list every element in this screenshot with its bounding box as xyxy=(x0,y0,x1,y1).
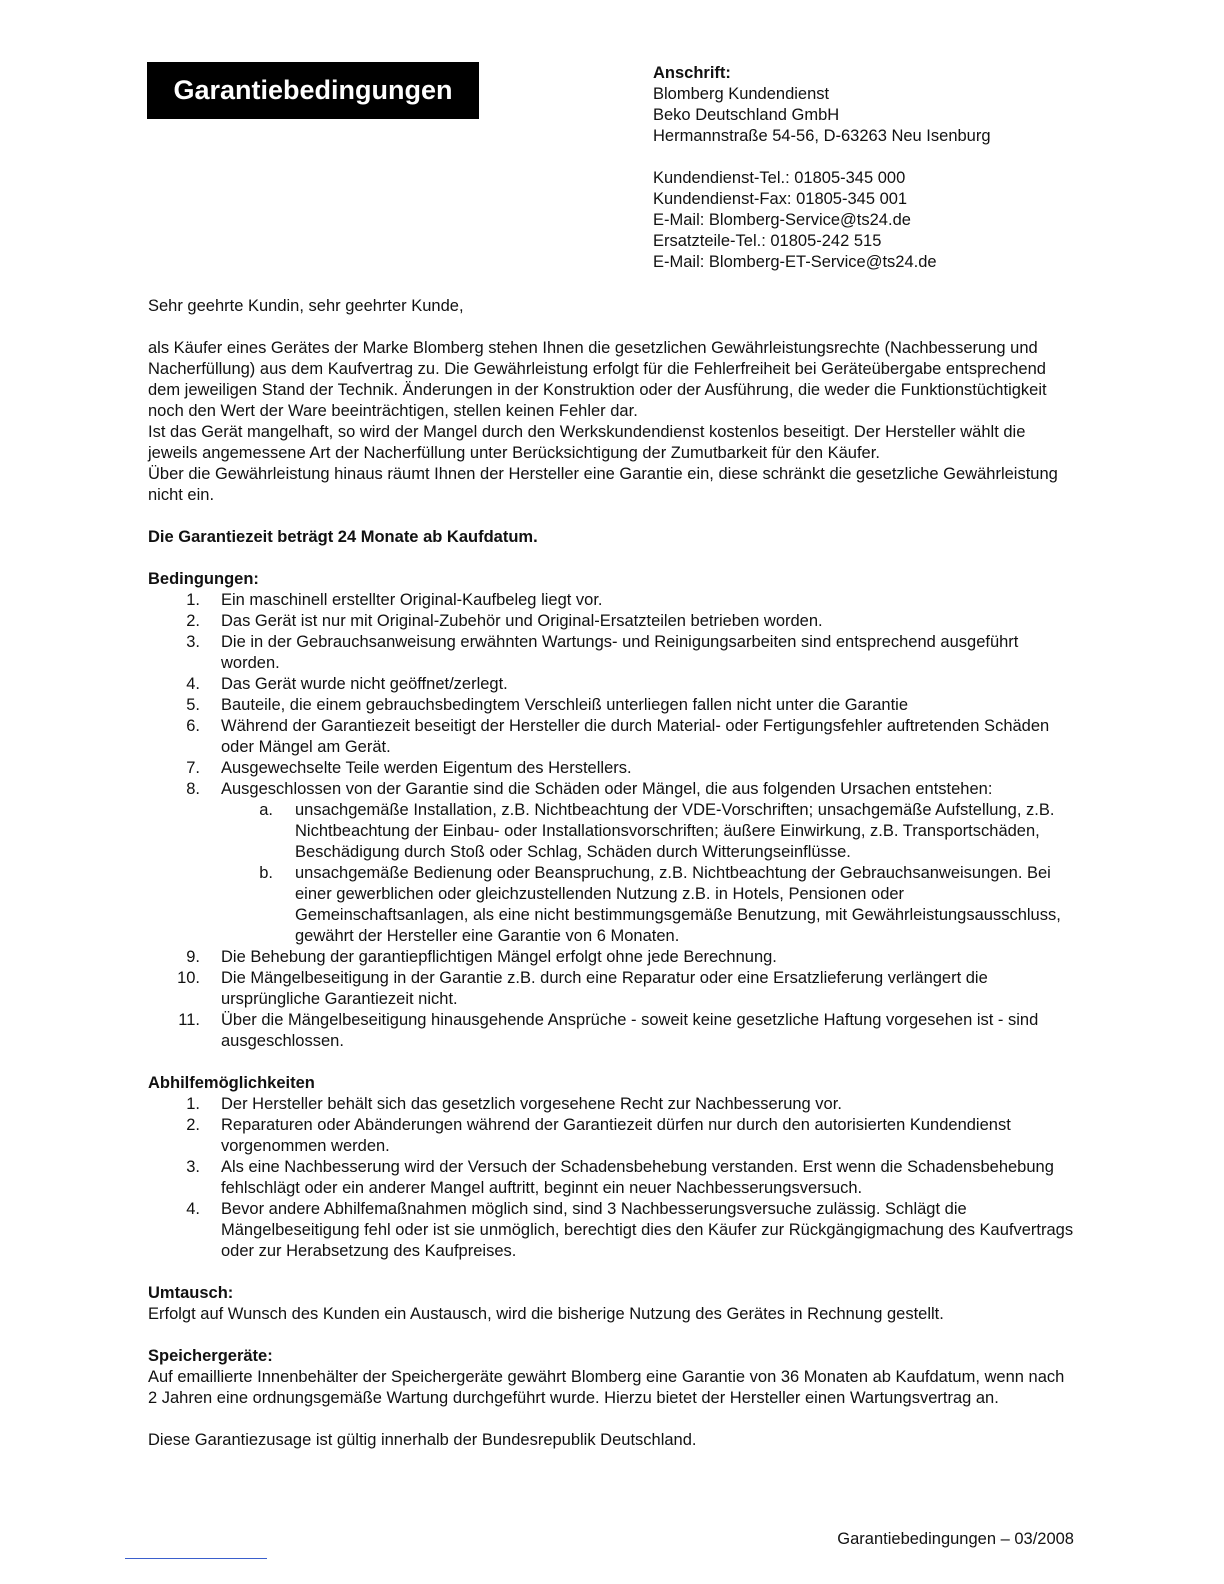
item-number: 2. xyxy=(186,612,200,630)
contact-list xyxy=(653,168,1173,273)
item-text: Die Behebung der garantiepflichtigen Mängel erfolgt ohne jede Berechnung. xyxy=(221,948,777,966)
storage-heading: Speichergeräte: xyxy=(148,1347,273,1365)
list-item xyxy=(148,1094,1078,1115)
list-item xyxy=(148,1115,1078,1157)
item-text: Die in der Gebrauchsanweisung erwähnten Wartungs- und Reinigungsarbeiten sind entsprechend ausgeführt worden. xyxy=(221,633,1019,672)
page-title: Garantiebedingungen xyxy=(147,62,479,119)
item-number: 1. xyxy=(186,591,200,609)
sub-item-text: unsachgemäße Bedienung oder Beanspruchung, z.B. Nichtbeachtung der Gebrauchsanweisungen. Bei einer gewerblichen oder gleichzustellenden Nutzung z.B. in Hotels, Pensionen oder Gemeinschaftsanlagen, als eine nicht bestimmungsgemäße Benutzung, mit Gewährleistungsausschluss, gewährt der Hersteller eine Garantie von 6 Monaten. xyxy=(295,864,1061,945)
exchange-section xyxy=(148,1283,1078,1325)
item-number: 3. xyxy=(186,1158,200,1176)
item-text: Bauteile, die einem gebrauchsbedingtem Verschleiß unterliegen fallen nicht unter die Garantie xyxy=(221,696,909,714)
sub-item-letter: b. xyxy=(259,864,273,882)
conditions-section xyxy=(148,569,1078,1052)
exchange-heading: Umtausch: xyxy=(148,1284,234,1302)
item-text: Das Gerät wurde nicht geöffnet/zerlegt. xyxy=(221,675,508,693)
item-text: Reparaturen oder Abänderungen während der Garantiezeit dürfen nur durch den autorisierten Kundendienst vorgenommen werden. xyxy=(221,1116,1011,1155)
intro-section xyxy=(148,338,1078,506)
item-number: 1. xyxy=(186,1095,200,1113)
item-text: Das Gerät ist nur mit Original-Zubehör und Original-Ersatzteilen betrieben worden. xyxy=(221,612,823,630)
warranty-period: Die Garantiezeit beträgt 24 Monate ab Kaufdatum. xyxy=(148,528,538,546)
footer-divider xyxy=(125,1558,267,1559)
item-number: 4. xyxy=(186,675,200,693)
footer-label: Garantiebedingungen – 03/2008 xyxy=(837,1530,1074,1548)
conditions-heading: Bedingungen: xyxy=(148,570,259,588)
item-number: 5. xyxy=(186,696,200,714)
item-text: Während der Garantiezeit beseitigt der Hersteller die durch Material- oder Fertigungsfehler auftretenden Schäden oder Mängel am Gerät. xyxy=(221,717,1050,756)
item-number: 8. xyxy=(186,780,200,798)
intro-paragraph: als Käufer eines Gerätes der Marke Blomberg stehen Ihnen die gesetzlichen Gewährleistungsrechte (Nachbesserung und Nacherfüllung) aus dem Kaufvertrag zu. Die Gewährleistung erfolgt für die Fehlerfreiheit bei Geräteübergabe entsprechend dem jeweiligen Stand der Technik. Änderungen in der Konstruktion oder der Ausführung, die weder die Funktionstüchtigkeit noch den Wert der Ware beeinträchtigen, stellen keinen Fehler dar. xyxy=(148,339,1047,420)
storage-text: Auf emaillierte Innenbehälter der Speichergeräte gewährt Blomberg eine Garantie von 36 Monaten ab Kaufdatum, wenn nach 2 Jahren eine ordnungsgemäße Wartung durchgeführt wurde. Hierzu bietet der Hersteller einen Wartungsvertrag an. xyxy=(148,1368,1065,1407)
list-item xyxy=(148,1010,1078,1052)
service-email: E-Mail: Blomberg-Service@ts24.de xyxy=(653,211,911,229)
item-number: 2. xyxy=(186,1116,200,1134)
remedies-heading: Abhilfemöglichkeiten xyxy=(148,1074,315,1092)
item-text: Ausgewechselte Teile werden Eigentum des Herstellers. xyxy=(221,759,632,777)
exclusions-sublist xyxy=(221,800,1078,947)
address-line: Blomberg Kundendienst xyxy=(653,85,830,103)
list-item xyxy=(148,674,1078,695)
exchange-text: Erfolgt auf Wunsch des Kunden ein Austausch, wird die bisherige Nutzung des Gerätes in Rechnung gestellt. xyxy=(148,1305,944,1323)
list-item xyxy=(148,947,1078,968)
item-text: Ausgeschlossen von der Garantie sind die Schäden oder Mängel, die aus folgenden Ursachen entstehen: xyxy=(221,780,993,798)
storage-section xyxy=(148,1346,1078,1409)
sub-list-item xyxy=(221,800,1078,863)
item-text: Der Hersteller behält sich das gesetzlich vorgesehene Recht zur Nachbesserung vor. xyxy=(221,1095,842,1113)
list-item xyxy=(148,716,1078,758)
list-item xyxy=(148,695,1078,716)
spare-parts-email: E-Mail: Blomberg-ET-Service@ts24.de xyxy=(653,253,937,271)
service-phone: Kundendienst-Tel.: 01805-345 000 xyxy=(653,169,906,187)
remedies-list xyxy=(148,1094,1078,1262)
address-line: Hermannstraße 54-56, D-63263 Neu Isenburg xyxy=(653,127,991,145)
intro-paragraph: Ist das Gerät mangelhaft, so wird der Mangel durch den Werkskundendienst kostenlos beseitigt. Der Hersteller wählt die jeweils angemessene Art der Nacherfüllung unter Berücksichtigung der Zumutbarkeit für den Käufer. xyxy=(148,423,1026,462)
main-content xyxy=(148,296,1078,1451)
item-number: 6. xyxy=(186,717,200,735)
list-item xyxy=(148,968,1078,1010)
conditions-list xyxy=(148,590,1078,1052)
item-text: Über die Mängelbeseitigung hinausgehende Ansprüche - soweit keine gesetzliche Haftung vorgesehen ist - sind ausgeschlossen. xyxy=(221,1011,1039,1050)
sub-item-letter: a. xyxy=(259,801,273,819)
salutation: Sehr geehrte Kundin, sehr geehrter Kunde, xyxy=(148,297,464,315)
item-number: 11. xyxy=(178,1011,200,1029)
item-number: 7. xyxy=(186,759,200,777)
sub-item-text: unsachgemäße Installation, z.B. Nichtbeachtung der VDE-Vorschriften; unsachgemäße Aufstellung, z.B. Nichtbeachtung der Einbau- oder Installationsvorschriften; äußere Einwirkung, z.B. Transportschäden, Beschädigung durch Stoß oder Schlag, Schäden durch Witterungseinflüsse. xyxy=(295,801,1055,861)
item-text: Ein maschinell erstellter Original-Kaufbeleg liegt vor. xyxy=(221,591,603,609)
list-item xyxy=(148,1157,1078,1199)
item-number: 10. xyxy=(177,969,200,987)
item-text: Die Mängelbeseitigung in der Garantie z.B. durch eine Reparatur oder eine Ersatzlieferung verlängert die ursprüngliche Garantiezeit nicht. xyxy=(221,969,988,1008)
list-item xyxy=(148,779,1078,947)
address-line: Beko Deutschland GmbH xyxy=(653,106,840,124)
validity-note: Diese Garantiezusage ist gültig innerhalb der Bundesrepublik Deutschland. xyxy=(148,1431,697,1449)
list-item xyxy=(148,758,1078,779)
item-number: 4. xyxy=(186,1200,200,1218)
item-number: 3. xyxy=(186,633,200,651)
address-block xyxy=(653,63,1173,273)
item-number: 9. xyxy=(186,948,200,966)
item-text: Als eine Nachbesserung wird der Versuch der Schadensbehebung verstanden. Erst wenn die Schadensbehebung fehlschlägt oder ein anderer Mangel auftritt, beginnt ein neuer Nachbesserungsversuch. xyxy=(221,1158,1054,1197)
service-fax: Kundendienst-Fax: 01805-345 001 xyxy=(653,190,908,208)
item-text: Bevor andere Abhilfemaßnahmen möglich sind, sind 3 Nachbesserungsversuche zulässig. Schlägt die Mängelbeseitigung fehl oder ist sie unmöglich, berechtigt dies den Käufer zur Rückgängigmachung des Kaufvertrags oder zur Herabsetzung des Kaufpreises. xyxy=(221,1200,1074,1260)
list-item xyxy=(148,1199,1078,1262)
list-item xyxy=(148,590,1078,611)
list-item xyxy=(148,632,1078,674)
address-label: Anschrift: xyxy=(653,64,731,82)
intro-paragraph: Über die Gewährleistung hinaus räumt Ihnen der Hersteller eine Garantie ein, diese schränkt die gesetzliche Gewährleistung nicht ein. xyxy=(148,465,1058,504)
remedies-section xyxy=(148,1073,1078,1262)
sub-list-item xyxy=(221,863,1078,947)
list-item xyxy=(148,611,1078,632)
spare-parts-phone: Ersatzteile-Tel.: 01805-242 515 xyxy=(653,232,882,250)
